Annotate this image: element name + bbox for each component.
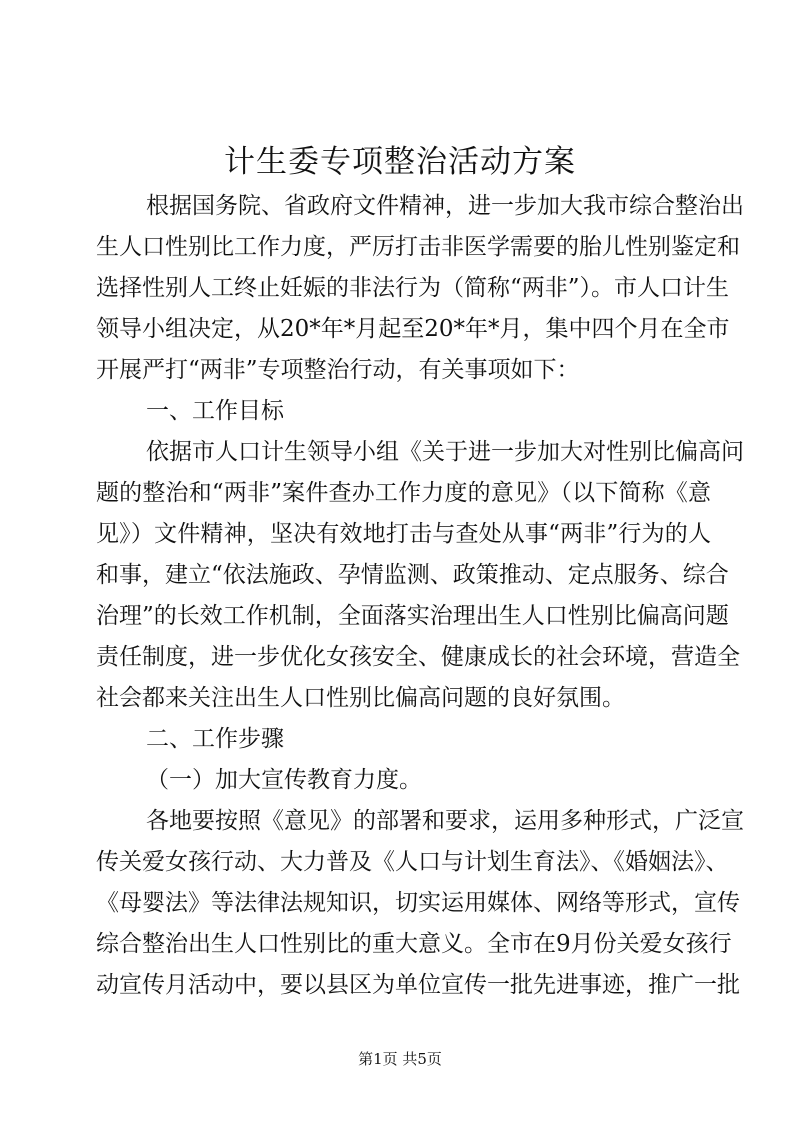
paragraph-line: 社会都来关注出生人口性别比偏高问题的良好氛围。 xyxy=(96,685,625,711)
paragraph-line: 开展严打“两非”专项整治行动，有关事项如下： xyxy=(96,357,580,383)
paragraph-line: 领导小组决定，从20*年*月起至20*年*月，集中四个月在全市 xyxy=(96,316,730,342)
paragraph-line: 见》）文件精神，坚决有效地打击与查处从事“两非”行为的人 xyxy=(96,521,711,547)
paragraph-line: 《母婴法》等法律法规知识，切实运用媒体、网络等形式，宣传 xyxy=(96,890,740,916)
paragraph-line: 传关爱女孩行动、大力普及《人口与计划生育法》、《婚姻法》、 xyxy=(96,849,729,875)
paragraph-line: 各地要按照《意见》的部署和要求，运用多种形式，广泛宣 xyxy=(146,808,744,834)
paragraph-line: 动宣传月活动中，要以县区为单位宣传一批先进事迹，推广一批 xyxy=(96,972,740,998)
paragraph-line: 责任制度，进一步优化女孩安全、健康成长的社会环境，营造全 xyxy=(96,644,740,670)
paragraph-line: 选择性别人工终止妊娠的非法行为（简称“两非”）。市人口计生 xyxy=(96,275,730,301)
section-heading: 二、工作步骤 xyxy=(146,726,284,752)
paragraph-line: 根据国务院、省政府文件精神，进一步加大我市综合整治出 xyxy=(146,193,744,219)
paragraph-line: 题的整治和“两非”案件查办工作力度的意见》（以下简称《意 xyxy=(96,480,711,506)
paragraph-line: 综合整治出生人口性别比的重大意义。全市在9月份关爱女孩行 xyxy=(96,931,732,957)
paragraph-line: 生人口性别比工作力度，严厉打击非医学需要的胎儿性别鉴定和 xyxy=(96,234,740,260)
paragraph-line: 依据市人口计生领导小组《关于进一步加大对性别比偏高问 xyxy=(146,439,744,465)
paragraph-line: 治理”的长效工作机制，全面落实治理出生人口性别比偏高问题 xyxy=(96,603,729,629)
section-heading: 一、工作目标 xyxy=(146,398,284,424)
paragraph-line: 和事，建立“依法施政、孕情监测、政策推动、定点服务、综合 xyxy=(96,562,729,588)
document-title: 计生委专项整治活动方案 xyxy=(224,144,576,180)
page-number-footer: 第1页 共5页 xyxy=(358,1050,442,1068)
subsection-heading: （一）加大宣传教育力度。 xyxy=(146,767,422,793)
